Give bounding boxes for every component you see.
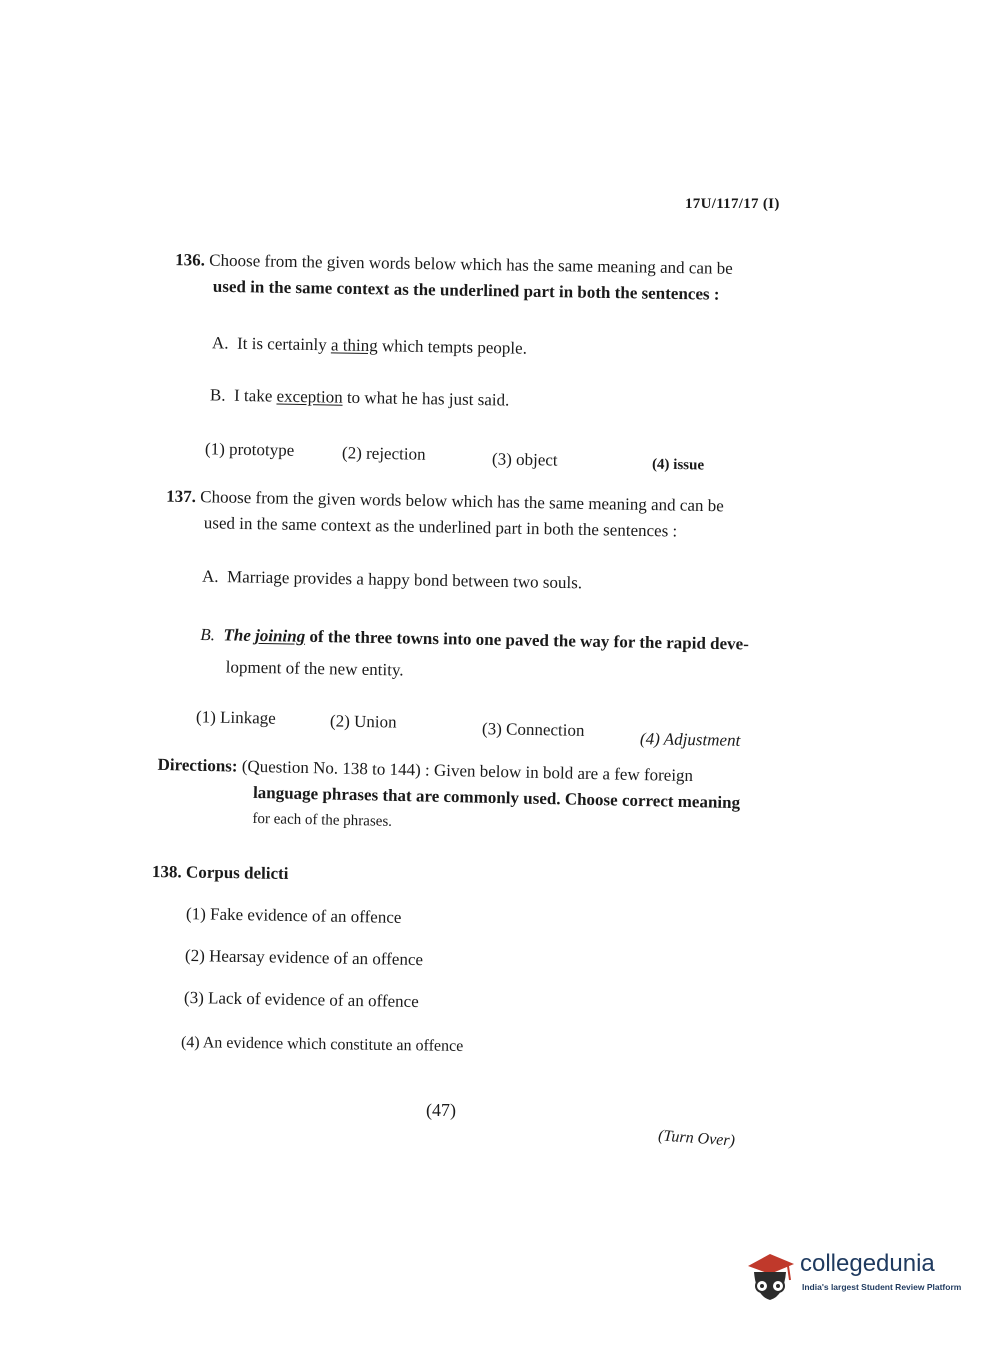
question-138-title: 138. Corpus delicti bbox=[151, 862, 289, 883]
sentence-a-pre: It is certainly bbox=[236, 333, 332, 355]
question-137-option-4: (4) Adjustment bbox=[639, 729, 741, 750]
brand-tagline: India's largest Student Review Platform bbox=[802, 1282, 962, 1292]
question-136-number: 136. bbox=[175, 250, 206, 270]
question-138-option-3: (3) Lack of evidence of an offence bbox=[183, 987, 419, 1012]
question-136-sentence-b bbox=[210, 385, 510, 410]
question-137-stem-line2: used in the same context as the underlined part in both the sentences : bbox=[203, 513, 678, 541]
question-137-sentence-a bbox=[202, 567, 582, 594]
sentence-b-pre: I take bbox=[233, 385, 277, 406]
question-137-stem bbox=[166, 484, 787, 547]
sentence-b-pre: The bbox=[223, 625, 256, 645]
brand-name: collegedunia bbox=[800, 1250, 935, 1277]
turn-over-note: (Turn Over) bbox=[657, 1127, 736, 1150]
question-138-option-2: (2) Hearsay evidence of an offence bbox=[184, 945, 424, 970]
sentence-a-label: A. bbox=[211, 333, 229, 353]
question-137-number: 137. bbox=[166, 486, 197, 507]
collegedunia-watermark bbox=[742, 1248, 972, 1310]
sentence-a-post: which tempts people. bbox=[377, 336, 528, 358]
sentence-b-underlined: exception bbox=[276, 386, 343, 407]
sentence-b-line2: lopment of the new entity. bbox=[225, 657, 404, 680]
sentence-a-underlined: a thing bbox=[330, 335, 378, 356]
question-136-sentence-a bbox=[212, 333, 527, 358]
question-138-option-1: (1) Fake evidence of an offence bbox=[185, 904, 402, 927]
sentence-b-post: of the three towns into one paved the way for the rapid deve- bbox=[305, 626, 749, 654]
directions-block bbox=[156, 752, 741, 842]
sentence-a-label: A. bbox=[201, 566, 219, 586]
sentence-a-text: Marriage provides a happy bond between two souls. bbox=[226, 567, 583, 593]
sentence-b-label: B. bbox=[209, 385, 226, 405]
question-136-option-3: (3) object bbox=[491, 449, 558, 470]
sentence-b-underlined: joining bbox=[254, 625, 306, 646]
question-137-option-3: (3) Connection bbox=[481, 719, 585, 740]
page-number: (47) bbox=[426, 1100, 456, 1120]
student-mascot-icon bbox=[742, 1248, 798, 1310]
directions-label: Directions: bbox=[157, 754, 238, 776]
question-136-stem-line2: used in the same context as the underlined part in both the sentences : bbox=[212, 276, 720, 304]
directions-line1: (Question No. 138 to 144) : Given below in bold are a few foreign bbox=[241, 756, 694, 786]
directions-line3: for each of the phrases. bbox=[252, 810, 393, 830]
question-136-option-4: (4) issue bbox=[651, 456, 705, 474]
sentence-b-post: to what he has just said. bbox=[342, 387, 510, 410]
question-138-option-4: (4) An evidence which constitute an offence bbox=[180, 1034, 464, 1055]
question-137-option-2: (2) Union bbox=[329, 711, 397, 732]
question-136-stem bbox=[175, 247, 796, 309]
directions-line2: language phrases that are commonly used. Choose correct meaning bbox=[252, 782, 741, 813]
paper-code: 17U/117/17 (I) bbox=[685, 196, 780, 212]
sentence-b-label: B. bbox=[200, 624, 216, 645]
question-137-sentence-b bbox=[199, 619, 780, 693]
question-136-option-2: (2) rejection bbox=[341, 443, 426, 464]
question-136-option-1: (1) prototype bbox=[204, 439, 295, 460]
question-136-stem-line1: Choose from the given words below which has the same meaning and can be bbox=[209, 250, 733, 278]
question-137-option-1: (1) Linkage bbox=[195, 707, 276, 728]
question-137-stem-line1: Choose from the given words below which has the same meaning and can be bbox=[200, 487, 724, 516]
